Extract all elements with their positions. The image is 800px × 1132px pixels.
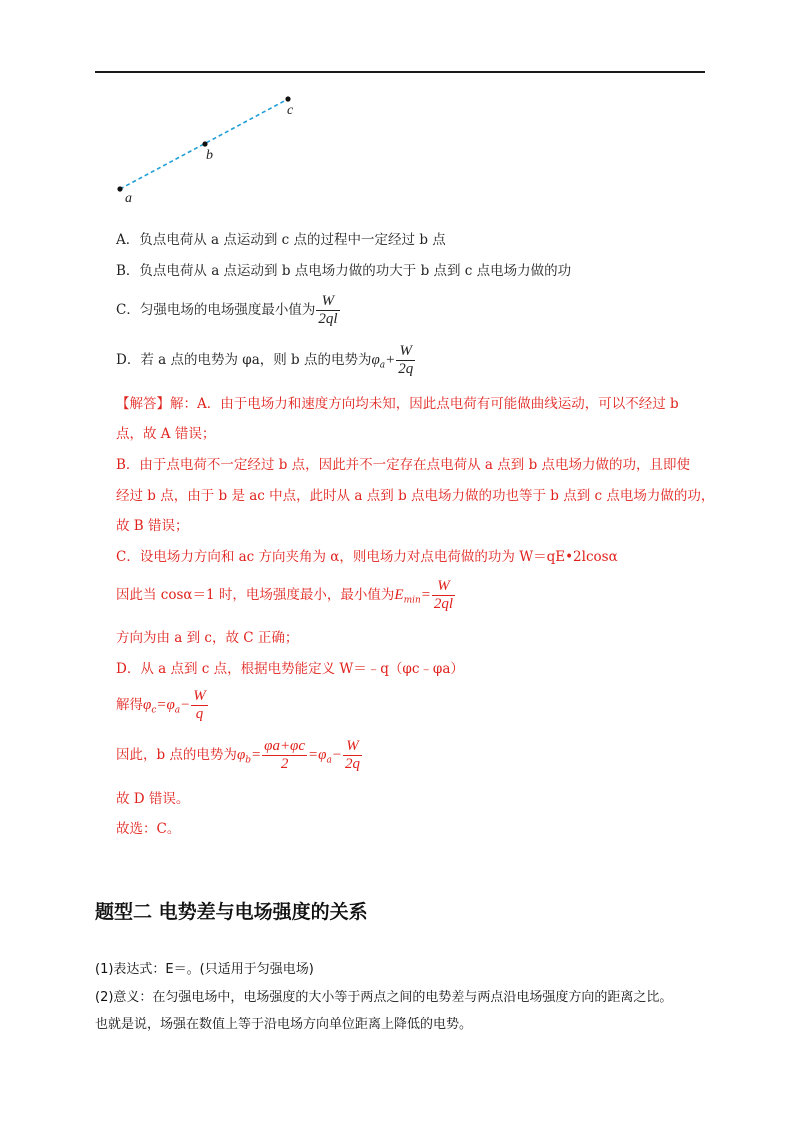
solution-line-10 [116, 688, 209, 723]
frac-numerator: φa+φc [264, 738, 306, 754]
paragraph-meaning: (2)意义：在匀强电场中，电场强度的大小等于两点之间的电势差与两点沿电场强度方向的距离之比。 [95, 990, 673, 1005]
frac-numerator: W [346, 738, 359, 754]
option-a: A．负点电荷从 a 点运动到 c 点的过程中一定经过 b 点 [116, 232, 446, 248]
e-symbol: E [394, 587, 404, 603]
emin-fraction [432, 578, 455, 613]
solution-line-13: 故选：C。 [116, 821, 181, 837]
solution-text: 因此，b 点的电势为 [116, 747, 237, 763]
option-c-fraction [316, 293, 339, 328]
solution-text: 因此当 cosα＝1 时，电场强度最小，最小值为 [116, 587, 395, 603]
solution-tag: 【解答】 [116, 396, 170, 412]
solution-line-12: 故 D 错误。 [116, 791, 190, 807]
solution-line-4: 经过 b 点，由于 b 是 ac 中点，此时从 a 点到 b 点电场力做的功也等于 b 点到 c 点电场力做的功， [116, 488, 715, 504]
plus-sign: + [385, 352, 396, 368]
paragraph-expression: (1)表达式：E＝。(只适用于匀强电场) [95, 962, 314, 977]
solution-line-6: C．设电场力方向和 ac 方向夹角为 α，则电场力对点电荷做的功为 W＝qE•2lcosα [116, 549, 618, 565]
phi-c-fraction [191, 688, 208, 723]
phi-subscript: b [245, 755, 252, 766]
option-b: B．负点电荷从 a 点运动到 b 点电场力做的功大于 b 点到 c 点电场力做的功 [116, 263, 572, 279]
frac-denominator: 2 [262, 755, 307, 773]
frac-numerator: W [321, 293, 335, 309]
solution-text: 解得 [116, 697, 143, 713]
solution-line-2: 点，故 A 错误； [116, 426, 216, 442]
equals-sign: = [420, 587, 431, 603]
phi-symbol: φ [371, 352, 380, 368]
option-c [116, 293, 341, 328]
frac-numerator: W [193, 688, 206, 704]
solution-line-11 [116, 738, 363, 773]
phi-symbol: φ [236, 747, 246, 763]
solution-text: 解：A．由于电场力和速度方向均未知，因此点电荷有可能做曲线运动，可以不经过 b [170, 396, 679, 412]
paragraph-meaning-cont: 也就是说，场强在数值上等于沿电场方向单位距离上降低的电势。 [95, 1017, 473, 1032]
section-heading: 题型二 电势差与电场强度的关系 [95, 901, 368, 923]
frac-denominator: 2q [398, 361, 414, 377]
phi-subscript: a [326, 755, 332, 766]
equals-sign: = [251, 747, 262, 763]
minus-sign: − [180, 697, 191, 713]
label-b: b [206, 148, 213, 163]
label-c: c [287, 103, 294, 118]
frac-denominator: 2q [344, 756, 360, 772]
phi-b-fraction [262, 738, 307, 773]
option-c-text: C．匀强电场的电场强度最小值为 [116, 302, 316, 318]
phi-subscript: a [174, 705, 181, 716]
solution-line-1 [116, 394, 679, 414]
points-diagram [110, 90, 310, 210]
solution-line-7 [116, 578, 456, 613]
label-a: a [125, 191, 132, 206]
frac-denominator: 2ql [433, 596, 454, 612]
frac-denominator: q [191, 705, 208, 723]
frac-numerator: W [437, 578, 450, 594]
phi-subscript: a [379, 360, 386, 371]
option-d [116, 343, 416, 378]
phi-symbol: φ [143, 697, 152, 713]
solution-line-8: 方向为由 a 到 c，故 C 正确； [116, 630, 299, 646]
point-b [202, 141, 207, 146]
point-c [285, 96, 290, 101]
w-2q-fraction [343, 738, 362, 773]
header-rule [95, 71, 705, 73]
phi-subscript: c [151, 705, 157, 716]
minus-sign: − [331, 747, 342, 763]
frac-denominator: 2ql [318, 311, 338, 327]
point-a [117, 186, 122, 191]
e-subscript: min [403, 595, 421, 606]
solution-line-5: 故 B 错误； [116, 518, 189, 534]
solution-line-3: B．由于点电荷不一定经过 b 点，因此并不一定存在点电荷从 a 点到 b 点电场力做的功，且即使 [116, 457, 690, 473]
frac-numerator: W [399, 343, 413, 359]
option-d-text: D．若 a 点的电势为 φa，则 b 点的电势为 [116, 352, 372, 368]
solution-line-9: D．从 a 点到 c 点，根据电势能定义 W＝﹣q（φc﹣φa） [116, 661, 464, 677]
phi-symbol: =φ [156, 697, 175, 713]
option-d-fraction [396, 343, 415, 378]
phi-symbol: =φ [308, 747, 327, 763]
